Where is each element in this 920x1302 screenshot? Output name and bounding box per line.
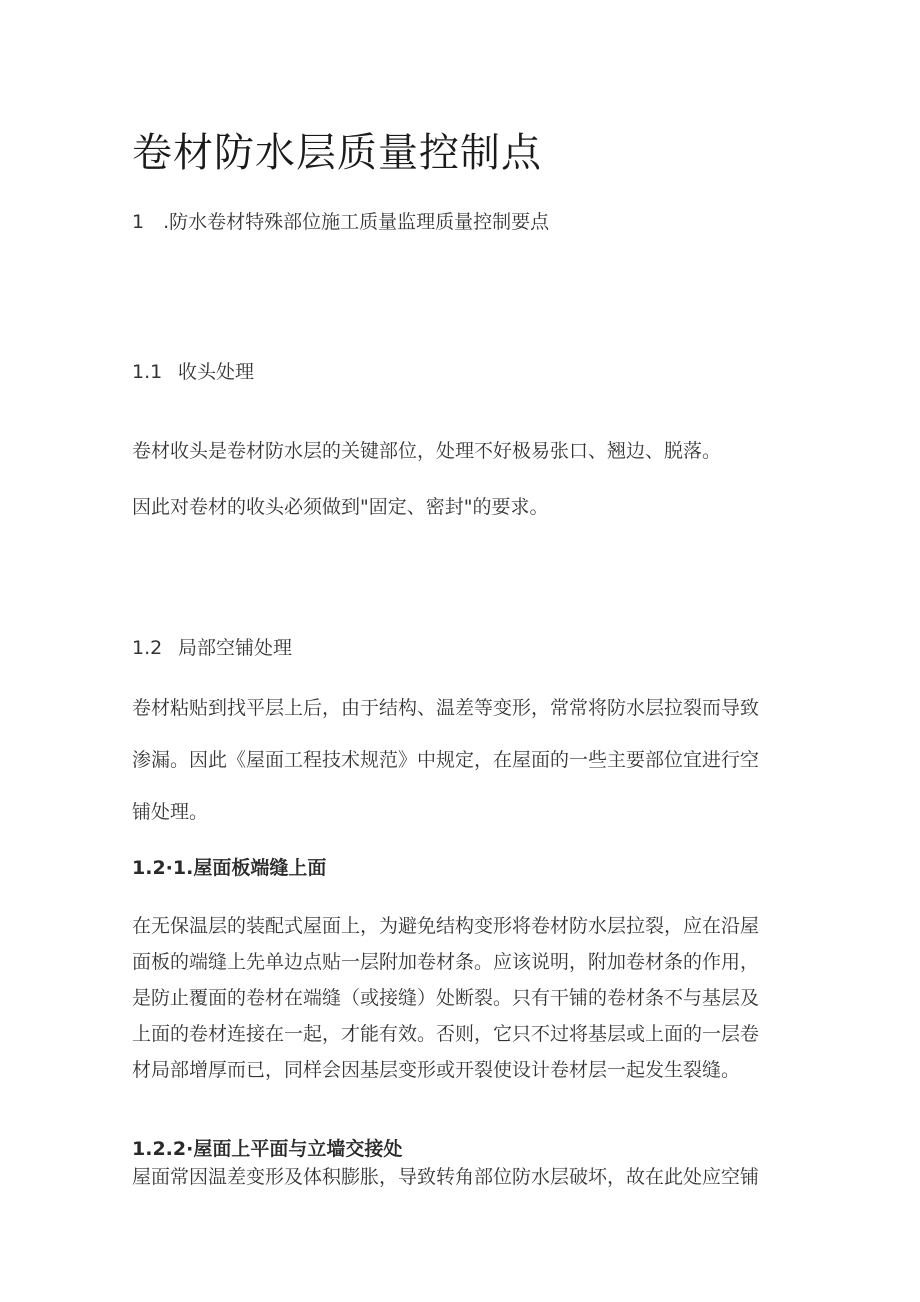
paragraph-line: 上面的卷材连接在一起，才能有效。否则，它只不过将基层或上面的一层卷 (132, 1023, 760, 1045)
section-heading-1-1 (132, 358, 254, 386)
paragraph-line: 是防止覆面的卷材在端缝（或接缝）处断裂。只有干铺的卷材条不与基层及 (132, 987, 760, 1009)
subsection-heading-1-2-2: 1.2.2·屋面上平面与立墙交接处 (132, 1138, 403, 1160)
paragraph-line: 卷材粘贴到找平层上后，由于结构、温差等变形，常常将防水层拉裂而导致 (132, 697, 760, 719)
section-heading-1-2 (132, 634, 292, 662)
paragraph-1-1-b: 因此对卷材的收头必须做到"固定、密封"的要求。 (132, 496, 549, 518)
paragraph-1-2 (132, 682, 759, 838)
paragraph-line: 铺处理。 (132, 801, 209, 823)
section-number: 1.1 (132, 361, 163, 383)
paragraph-line: 材局部增厚而已，同样会因基层变形或开裂使设计卷材层一起发生裂缝。 (132, 1059, 741, 1081)
document-subtitle: 1 .防水卷材特殊部位施工质量监理质量控制要点 (132, 211, 550, 233)
paragraph-1-2-1 (132, 908, 759, 1088)
subsection-heading-1-2-1: 1.2·1.屋面板端缝上面 (132, 857, 327, 879)
paragraph-1-2-2 (132, 1163, 759, 1191)
paragraph-line: 渗漏。因此《屋面工程技术规范》中规定，在屋面的一些主要部位宜进行空 (132, 749, 760, 771)
paragraph-line: 屋面常因温差变形及体积膨胀，导致转角部位防水层破坏，故在此处应空铺 (132, 1166, 760, 1188)
section-title: 局部空铺处理 (178, 637, 293, 659)
paragraph-1-1-a: 卷材收头是卷材防水层的关键部位，处理不好极易张口、翘边、脱落。 (132, 440, 722, 462)
section-title: 收头处理 (178, 361, 255, 383)
paragraph-line: 面板的端缝上先单边点贴一层附加卷材条。应该说明，附加卷材条的作用， (132, 951, 760, 973)
section-number: 1.2 (132, 637, 163, 659)
document-title: 卷材防水层质量控制点 (132, 130, 542, 176)
paragraph-line: 在无保温层的装配式屋面上，为避免结构变形将卷材防水层拉裂，应在沿屋 (132, 915, 760, 937)
